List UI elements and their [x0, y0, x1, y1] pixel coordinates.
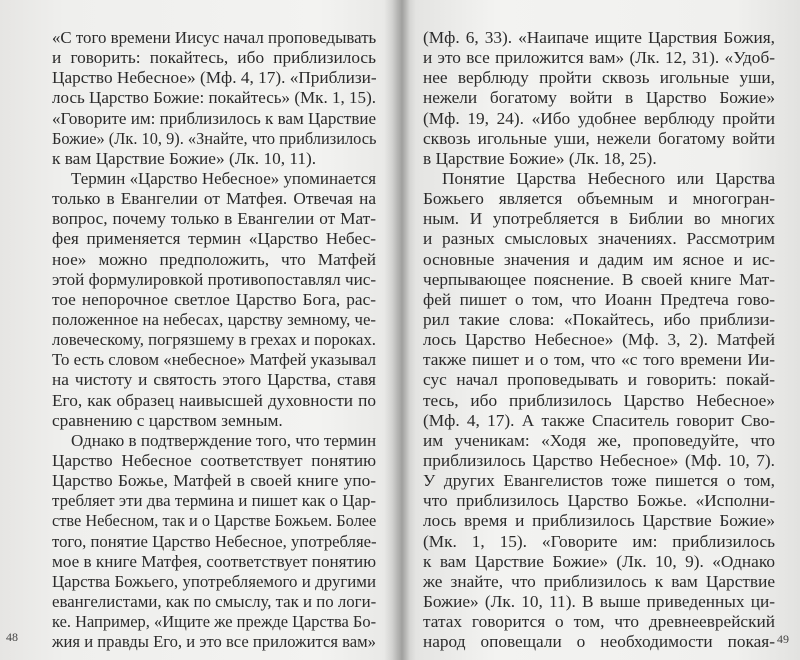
text-line: (Мф. 4, 17). А также Спаситель говорит Сво-	[423, 410, 775, 430]
text-line: черпывающее пояснение. В своей книге Мат-	[423, 269, 775, 289]
text-line: в Царствие Божие» (Лк. 18, 25).	[423, 148, 657, 168]
text-line: Однако в подтверждение того, что термин	[71, 430, 377, 450]
text-line: вопрос, почему только в Евангелии от Мат-	[52, 209, 376, 229]
text-line: Царства Божьего, употребляемого и другими	[52, 571, 376, 591]
text-line: лось Царство Божие: покайтесь» (Мк. 1, 15).	[52, 88, 376, 108]
text-line: тесь, ибо приблизилось Царство Небесное»	[423, 390, 775, 410]
text-line: ловеческому, погрязшему в грехах и пороках.	[52, 330, 376, 350]
text-line: Царство Божье, Матфей в своей книге упо-	[52, 471, 376, 491]
text-line: и это все приложится вам» (Лк. 12, 31). «Удоб-	[423, 48, 775, 68]
text-line: на чистоту и святость этого Царства, ставя	[52, 370, 376, 390]
text-line: ным. И употребляется в Библии во многих	[423, 209, 775, 229]
text-line: стве Небесном, так и о Царстве Божьем. Более	[52, 511, 377, 531]
text-line: лось Царство Небесное» (Мф. 3, 2). Матфей	[423, 330, 775, 350]
text-line: татах говорится о том, что древнееврейский	[423, 612, 775, 632]
text-line: Царство Небесное» (Мф. 4, 17). «Приблизи-	[52, 68, 377, 88]
text-line: тое непорочное светлое Царство Бога, рас-	[52, 289, 376, 309]
text-line: к вам Царствие Божие» (Лк. 10, 9). «Однако	[423, 551, 775, 571]
left-page	[0, 0, 396, 660]
text-line: мое в книге Матфея, соответствует понятию	[52, 551, 376, 571]
left-page-text	[52, 28, 376, 652]
text-line: Термин «Царство Небесное» упоминается	[71, 168, 377, 188]
text-line: народ оповещали о необходимости покая-	[423, 632, 775, 652]
text-line: «Говорите им: приблизилось к вам Царствие	[52, 108, 377, 128]
text-line: и разных смысловых значениях. Рассмотрим	[423, 229, 775, 249]
text-line: Божьего является объемным и многогран-	[423, 189, 775, 209]
text-line: рил такие слова: «Покайтесь, ибо приблизи-	[423, 309, 775, 329]
text-line: евангелистами, как по смыслу, так и по логи-	[52, 591, 377, 611]
page-number: 48	[6, 630, 18, 644]
text-line: сус начал проповедывать и говорить: покай-	[423, 370, 775, 390]
text-line: (Мф. 6, 33). «Наипаче ищите Царствия Божия,	[423, 28, 775, 47]
text-line: и говорить: покайтесь, ибо приблизилось	[52, 48, 376, 68]
text-line: фея применяется термин «Царство Небес-	[52, 229, 376, 249]
page-number: 49	[777, 632, 789, 646]
text-line: нежели богатому войти в Царство Божие»	[423, 88, 775, 108]
text-line: сравнению с царством земным.	[52, 410, 283, 430]
text-line: того, понятие Царство Небесное, употребляе-	[52, 531, 377, 551]
text-line: (Мк. 1, 15). «Говорите им: приблизилось	[423, 531, 775, 551]
right-page-text	[423, 28, 775, 652]
text-line: приблизилось Царство Небесное» (Мф. 10, 7).	[423, 450, 775, 470]
text-line: к вам Царствие Божие» (Лк. 10, 11).	[52, 148, 317, 168]
text-line: Божие» (Лк. 10, 9). «Знайте, что приблизилось	[52, 128, 377, 148]
text-line: У других Евангелистов тоже пишется о том,	[423, 471, 775, 491]
text-line: же знайте, что приблизилось к вам Царствие	[423, 571, 775, 591]
text-line: жия и правды Его, и это все приложится вам»	[52, 632, 376, 652]
text-line: ное» можно предположить, что Матфей	[52, 249, 376, 269]
text-line: Божие» (Лк. 10, 11). В выше приведенных ци-	[423, 591, 775, 611]
text-line: лось время и приблизилось Царствие Божие»	[423, 511, 775, 531]
text-line: только в Евангелии от Матфея. Отвечая на	[52, 189, 376, 209]
text-line: нее верблюду пройти сквозь игольные уши,	[423, 68, 775, 88]
text-line: Его, как образец наивысшей духовности по	[52, 390, 376, 410]
text-line: То есть словом «небесное» Матфей указывал	[52, 350, 377, 370]
text-line: (Мф. 19, 24). «Ибо удобнее верблюду пройти	[423, 108, 775, 128]
text-line: фей пишет о том, что Иоанн Предтеча гово-	[423, 289, 775, 309]
text-line: «С того времени Иисус начал проповедывать	[52, 28, 377, 47]
text-line: основные значения и дадим им ясное и ис-	[423, 249, 775, 269]
text-line: Царство Небесное соответствует понятию	[52, 450, 376, 470]
text-line: что приблизилось Царство Божье. «Исполни-	[423, 491, 775, 511]
text-line: Понятие Царства Небесного или Царства	[442, 168, 775, 188]
text-line: положенное на небесах, царству земному, че-	[52, 309, 376, 329]
text-line: сквозь игольные уши, нежели богатому войти	[423, 128, 775, 148]
text-line: им ученикам: «Ходя же, проповедуйте, что	[423, 430, 775, 450]
text-line: также пишет и о том, что «с того времени Ии-	[423, 350, 775, 370]
text-line: этой формулировкой противопоставлял чис-	[52, 269, 377, 289]
right-page	[404, 0, 800, 660]
text-line: ке. Например, «Ищите же прежде Царства Бо-	[52, 612, 377, 632]
text-line: требляет эти два термина и пишет как о Цар-	[52, 491, 376, 511]
